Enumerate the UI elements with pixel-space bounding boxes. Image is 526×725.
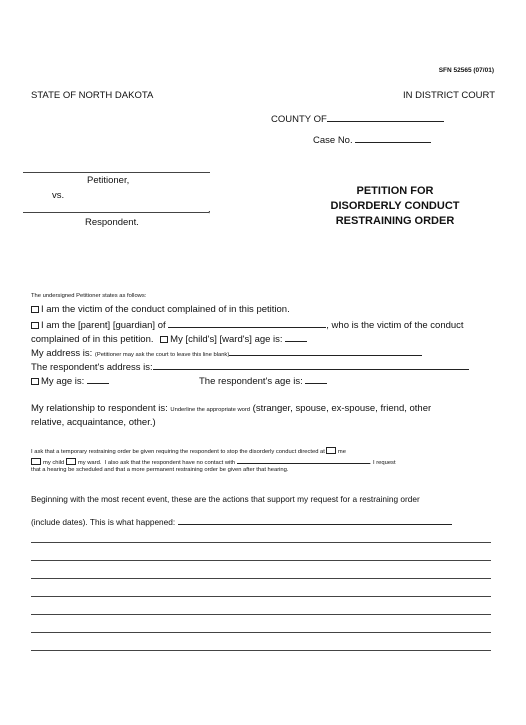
- intro-text: The undersigned Petitioner states as follows:: [31, 293, 147, 299]
- parent-suffix: , who is the victim of the conduct: [326, 320, 464, 331]
- respondent-label: Respondent.: [85, 217, 139, 228]
- my-age-row: [31, 374, 109, 387]
- case-number-field[interactable]: [313, 133, 431, 146]
- my-child-checkbox[interactable]: [31, 458, 41, 465]
- respondent-age-label: The respondent's age is:: [199, 376, 303, 387]
- parent-checkbox[interactable]: [31, 322, 39, 329]
- events-line-2b[interactable]: [31, 560, 491, 561]
- victim-name-blank[interactable]: [168, 318, 326, 328]
- my-ward-label: my ward.: [77, 460, 102, 466]
- parent-line2: complained of in this petition.: [31, 334, 154, 345]
- events-line-4[interactable]: [31, 596, 491, 597]
- me-label: me: [337, 449, 346, 455]
- address-label: My address is:: [31, 348, 93, 359]
- respondent-address-label: The respondent's address is:: [31, 362, 153, 373]
- no-contact-text: I also ask that the respondent have no contact with: [104, 460, 236, 466]
- request-line-3: that a hearing be scheduled and that a more permanent restraining order be given after that hearing.: [31, 467, 289, 473]
- relationship-options-2[interactable]: relative, acquaintance, other.): [31, 417, 156, 428]
- respondent-age-row: [199, 374, 327, 387]
- victim-text: I am the victim of the conduct complained of in this petition.: [41, 304, 290, 315]
- request-line-1: [31, 447, 346, 455]
- respondent-address-blank[interactable]: [153, 360, 469, 370]
- parent-option[interactable]: [31, 318, 464, 331]
- address-row: [31, 346, 422, 359]
- no-contact-blank[interactable]: [237, 457, 370, 464]
- child-age-checkbox[interactable]: [160, 336, 168, 343]
- my-age-blank[interactable]: [87, 374, 109, 384]
- petitioner-label: Petitioner,: [87, 175, 130, 186]
- events-line-7[interactable]: [31, 650, 491, 651]
- title-line-3: RESTRAINING ORDER: [335, 215, 455, 227]
- request-text-2: . I request: [369, 460, 396, 466]
- events-line-3[interactable]: [31, 578, 491, 579]
- my-age-checkbox[interactable]: [31, 378, 39, 385]
- events-intro: Beginning with the most recent event, these are the actions that support my request for a restraining order: [31, 494, 420, 504]
- county-label: COUNTY OF: [271, 114, 327, 125]
- county-field[interactable]: [271, 112, 444, 125]
- respondent-comma: ,: [208, 204, 211, 215]
- victim-checkbox[interactable]: [31, 306, 39, 313]
- request-line-2: [31, 457, 396, 466]
- me-checkbox[interactable]: [326, 447, 336, 454]
- respondent-age-blank[interactable]: [305, 374, 327, 384]
- events-text: (include dates). This is what happened:: [31, 517, 176, 527]
- my-ward-checkbox[interactable]: [66, 458, 76, 465]
- child-age-blank[interactable]: [285, 332, 307, 342]
- my-age-label: My age is:: [41, 376, 85, 387]
- address-note: (Petitioner may ask the court to leave this line blank): [94, 352, 230, 358]
- vs-label: vs.: [52, 190, 65, 201]
- parent-prefix: I am the [parent] [guardian] of: [41, 320, 166, 331]
- relationship-options[interactable]: (stranger, spouse, ex-spouse, friend, other: [252, 403, 432, 414]
- events-blank-0[interactable]: [178, 515, 452, 525]
- victim-option[interactable]: [31, 304, 290, 315]
- events-line-5[interactable]: [31, 614, 491, 615]
- child-age-row: [31, 332, 307, 345]
- events-line-6[interactable]: [31, 632, 491, 633]
- document-title: [300, 184, 490, 229]
- case-number-blank[interactable]: [355, 133, 431, 143]
- title-line-1: PETITION FOR: [356, 185, 434, 197]
- relationship-label: My relationship to respondent is:: [31, 403, 168, 414]
- petitioner-line[interactable]: [23, 172, 210, 173]
- relationship-row: [31, 403, 431, 414]
- state-heading: STATE OF NORTH DAKOTA: [31, 90, 154, 101]
- events-line-1[interactable]: [31, 542, 491, 543]
- court-heading: IN DISTRICT COURT: [402, 90, 495, 101]
- county-blank[interactable]: [327, 112, 444, 122]
- respondent-line[interactable]: [23, 212, 209, 213]
- address-blank[interactable]: [229, 346, 422, 356]
- respondent-address-row: [31, 360, 469, 373]
- child-age-label: My [child's] [ward's] age is:: [170, 334, 283, 345]
- title-line-2: DISORDERLY CONDUCT: [330, 200, 460, 212]
- my-child-label: my child: [43, 460, 65, 466]
- relationship-note: Underline the appropriate word: [170, 407, 251, 413]
- case-label: Case No.: [313, 135, 353, 146]
- request-text-1: I ask that a temporary restraining order be given requiring the respondent to stop the disorderly conduct directed at: [31, 449, 325, 455]
- events-line-2: [31, 515, 452, 527]
- form-number: SFN 52565 (07/01): [438, 67, 494, 74]
